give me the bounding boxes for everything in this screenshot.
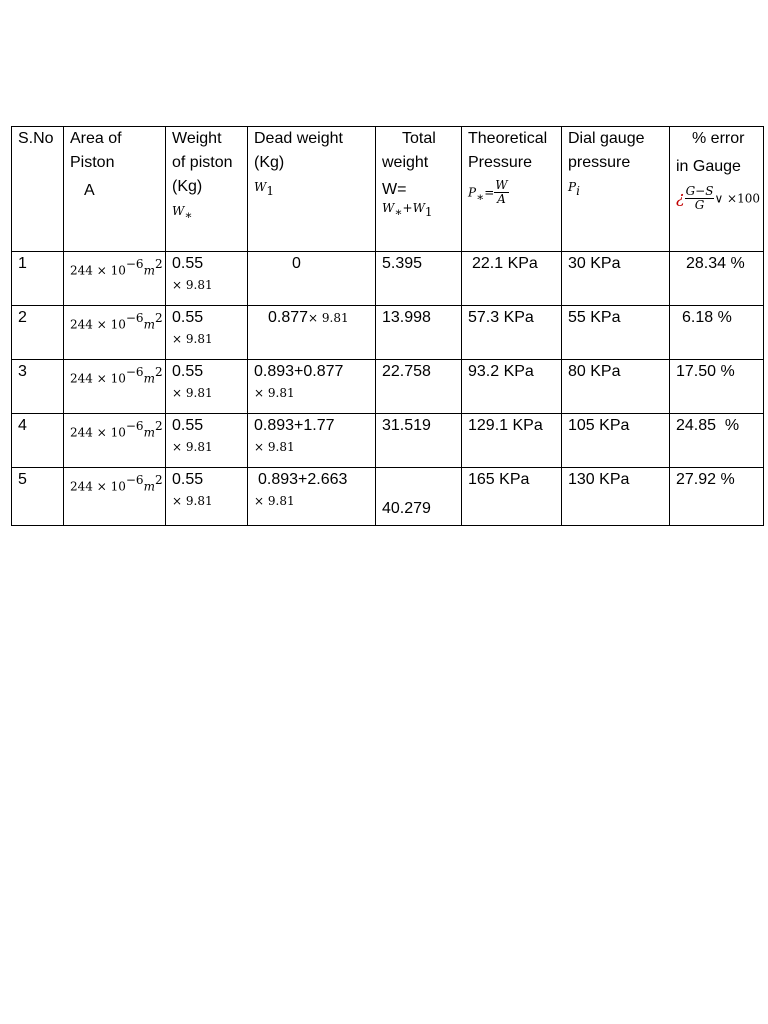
cell-total-weight: 31.519	[376, 414, 462, 468]
cell-percent-error: 24.85 %	[670, 414, 764, 468]
header-theoretical-pressure: Theoretical Pressure $P_∗=$ $\frac{W}{A}$	[462, 127, 562, 252]
header-percent-error: % error in Gauge ¿ $\frac{G-S}{G}$ ∨ ×100	[670, 127, 764, 252]
cell-theoretical-pressure: 93.2 KPa	[462, 360, 562, 414]
cell-weight: 0.55 × 9.81	[166, 414, 248, 468]
cell-theoretical-pressure: 165 KPa	[462, 468, 562, 526]
cell-area: $244 \times 10^{-6}m^2$	[64, 306, 166, 360]
cell-area: $244 \times 10^{-6}m^2$	[64, 468, 166, 526]
header-area: Area of Piston A	[64, 127, 166, 252]
cell-weight: 0.55 × 9.81	[166, 306, 248, 360]
cell-sno: 2	[12, 306, 64, 360]
cell-dial-pressure: 80 KPa	[562, 360, 670, 414]
cell-sno: 5	[12, 468, 64, 526]
cell-dead-weight: 0	[248, 252, 376, 306]
cell-weight: 0.55 × 9.81	[166, 468, 248, 526]
cell-total-weight: 22.758	[376, 360, 462, 414]
cell-percent-error: 6.18 %	[670, 306, 764, 360]
cell-dial-pressure: 130 KPa	[562, 468, 670, 526]
cell-theoretical-pressure: 129.1 KPa	[462, 414, 562, 468]
cell-theoretical-pressure: 57.3 KPa	[462, 306, 562, 360]
table-row	[12, 414, 764, 468]
cell-theoretical-pressure: 22.1 KPa	[462, 252, 562, 306]
header-weight: Weight of piston (Kg) $W_∗$	[166, 127, 248, 252]
cell-sno: 1	[12, 252, 64, 306]
header-dead-weight: Dead weight (Kg) $W_1$	[248, 127, 376, 252]
cell-dial-pressure: 30 KPa	[562, 252, 670, 306]
header-sno: S.No	[12, 127, 64, 252]
cell-weight: 0.55 × 9.81	[166, 252, 248, 306]
table-row	[12, 360, 764, 414]
cell-weight: 0.55 × 9.81	[166, 360, 248, 414]
cell-total-weight: 40.279	[376, 468, 462, 526]
cell-dead-weight: 0.893+0.877 × 9.81	[248, 360, 376, 414]
cell-dead-weight: 0.893+1.77 × 9.81	[248, 414, 376, 468]
header-dial-gauge-pressure: Dial gauge pressure $P_i$	[562, 127, 670, 252]
table-row	[12, 468, 764, 526]
cell-total-weight: 13.998	[376, 306, 462, 360]
table-row	[12, 306, 764, 360]
header-total-weight: Total weight W= $W_∗+W_1$	[376, 127, 462, 252]
cell-percent-error: 27.92 %	[670, 468, 764, 526]
results-table	[11, 126, 764, 526]
table-row	[12, 252, 764, 306]
cell-percent-error: 17.50 %	[670, 360, 764, 414]
cell-area: $244 \times 10^{-6}m^2$	[64, 360, 166, 414]
cell-area: $244 \times 10^{-6}m^2$	[64, 252, 166, 306]
cell-sno: 3	[12, 360, 64, 414]
cell-dead-weight: 0.877× 9.81	[248, 306, 376, 360]
cell-dead-weight: 0.893+2.663 × 9.81	[248, 468, 376, 526]
cell-percent-error: 28.34 %	[670, 252, 764, 306]
cell-area: $244 \times 10^{-6}m^2$	[64, 414, 166, 468]
cell-total-weight: 5.395	[376, 252, 462, 306]
header-row	[12, 127, 764, 252]
cell-dial-pressure: 105 KPa	[562, 414, 670, 468]
cell-dial-pressure: 55 KPa	[562, 306, 670, 360]
cell-sno: 4	[12, 414, 64, 468]
